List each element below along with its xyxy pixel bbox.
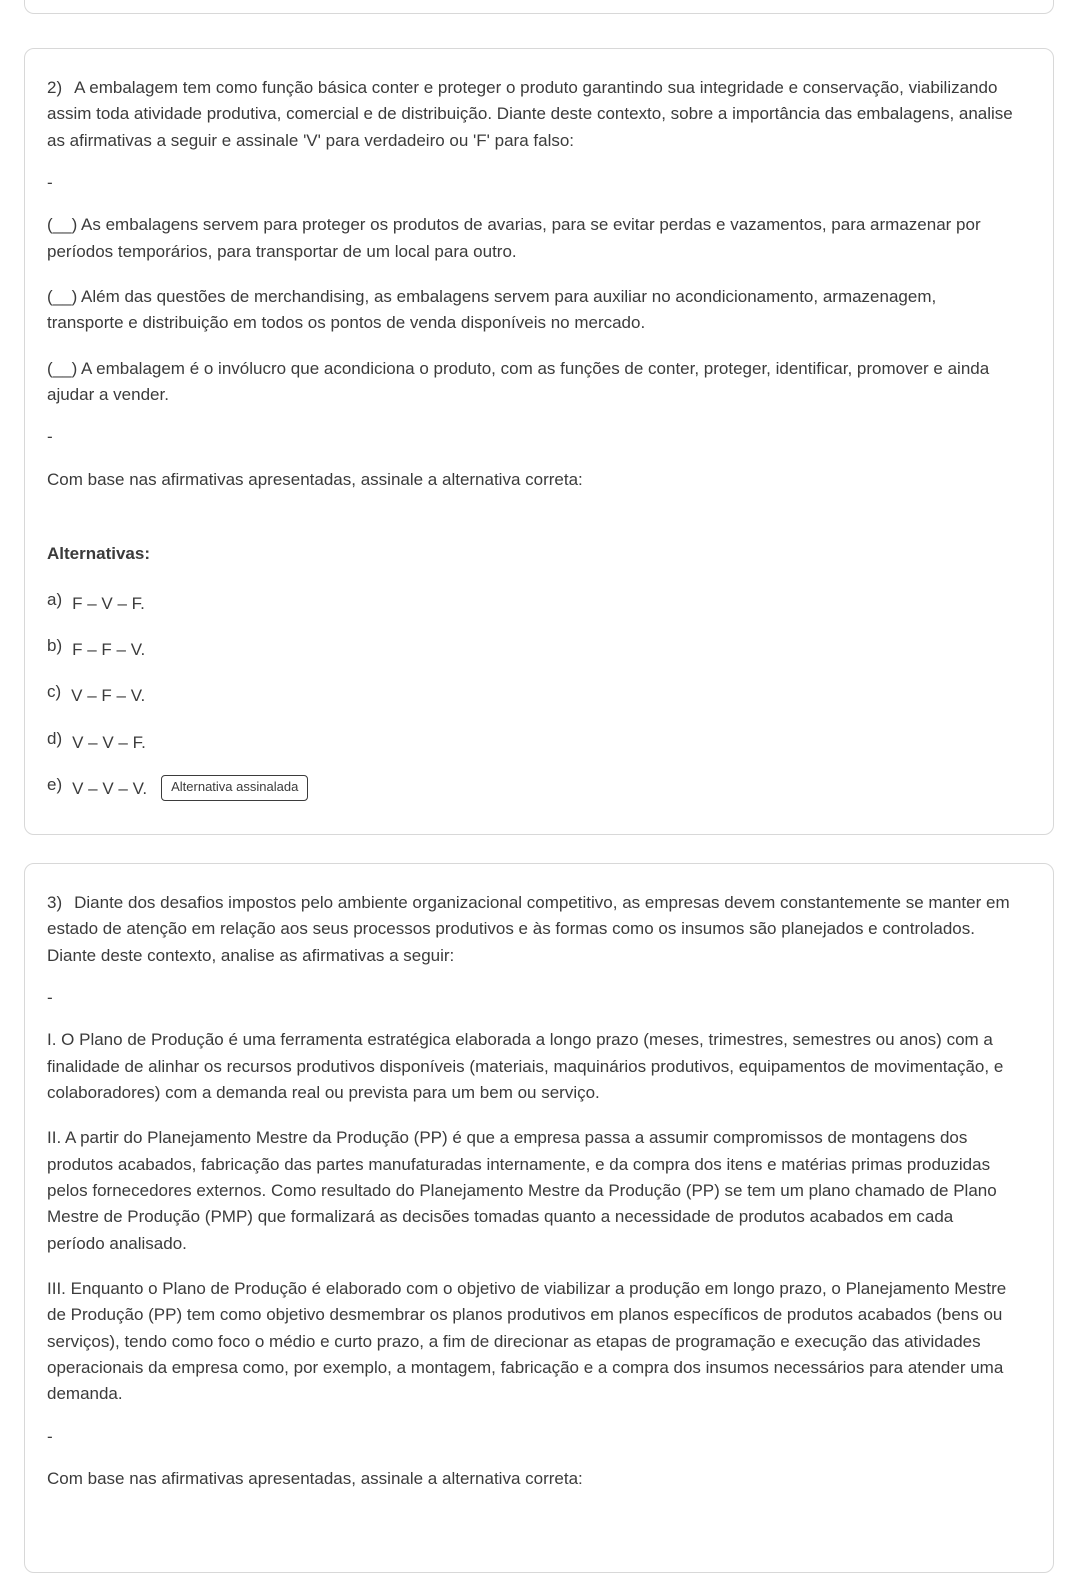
question-3-number: 3): [47, 892, 63, 912]
question-2-statement-2: (__) Além das questões de merchandising, as embalagens servem para auxiliar no acondicionamento, armazenagem, transporte e distribuição em todos os pontos de venda disponíveis no mercado.: [47, 287, 937, 333]
question-3-card: [24, 863, 1054, 1574]
alternative-row-e: [47, 772, 1013, 800]
alternative-letter: b): [47, 635, 63, 655]
question-2-statement-3: (__) A embalagem é o invólucro que acondiciona o produto, com as funções de conter, proteger, identificar, promover e ainda ajudar a vender.: [47, 358, 990, 405]
alternative-row-c: [47, 679, 1013, 705]
selected-answer-badge: Alternativa assinalada: [161, 775, 308, 801]
alternative-row-b: [47, 633, 1013, 659]
question-2-card: [24, 48, 1054, 835]
alternative-row-a: [47, 587, 1013, 613]
question-2-intro-text: A embalagem tem como função básica conter e proteger o produto garantindo sua integridade e conservação, viabilizando assim toda atividade produtiva, comercial e de distribuição. Diante deste contexto, sobre a importância das embalagens, analise as afirmativas a seguir e assinale 'V' para verdadeiro ou 'F' para falso:: [47, 78, 1013, 150]
alternative-row-d: [47, 726, 1013, 752]
question-2-number: 2): [47, 78, 63, 97]
question-2-intro-paragraph: [47, 75, 1013, 154]
alternative-text: V – F – V.: [71, 686, 146, 706]
alternative-text: F – F – V.: [72, 639, 146, 659]
question-3-intro-text: Diante dos desafios impostos pelo ambiente organizacional competitivo, as empresas devem constantemente se manter em estado de atenção em relação aos seus processos produtivos e às formas como os insumos são planejados e controlados. Diante deste contexto, analise as afirmativas a seguir:: [47, 892, 1010, 965]
separator: -: [47, 427, 53, 447]
alternative-letter: c): [47, 682, 62, 702]
question-3-statement-1: I. O Plano de Produção é uma ferramenta estratégica elaborada a longo prazo (meses, trimestres, semestres ou anos) com a finalidade de alinhar os recursos produtivos disponíveis (materiais, maquinários produtivos, equipamentos de movimentação, e colaboradores) com a demanda real ou prevista para um bem ou serviço.: [47, 1030, 1004, 1102]
question-2-statement-1: (__) As embalagens servem para proteger os produtos de avarias, para se evitar perdas e vazamentos, para armazenar por períodos temporários, para transportar de um local para outro.: [47, 215, 981, 261]
alternative-text: V – V – F.: [72, 732, 146, 752]
alternative-letter: e): [47, 774, 63, 794]
previous-card-bottom-edge: [24, 0, 1054, 14]
alternative-text: V – V – V.: [72, 778, 148, 798]
alternative-letter: a): [47, 589, 63, 609]
question-3-closing-instruction: Com base nas afirmativas apresentadas, assinale a alternativa correta:: [47, 1469, 583, 1489]
alternatives-title: Alternativas:: [47, 544, 150, 564]
alternative-text: F – V – F.: [72, 593, 145, 613]
question-2-closing-instruction: Com base nas afirmativas apresentadas, assinale a alternativa correta:: [47, 469, 583, 489]
question-3-intro-paragraph: [47, 890, 1013, 969]
question-3-statement-2: II. A partir do Planejamento Mestre da Produção (PP) é que a empresa passa a assumir compromissos de montagens dos produtos acabados, fabricação das partes manufaturadas internamente, e da compra dos itens e matérias primas produzidas pelos fornecedores externos. Como resultado do Planejamento Mestre da Produção (PP) se tem um plano chamado de Plano Mestre de Produção (PMP) que formalizará as decisões tomadas quanto a necessidade de produtos acabados em cada período analisado.: [47, 1128, 997, 1253]
question-3-statement-3: III. Enquanto o Plano de Produção é elaborado com o objetivo de viabilizar a produção em longo prazo, o Planejamento Mestre de Produção (PP) tem como objetivo desmembrar os planos produtivos em planos específicos de produtos acabados (bens ou serviços), tendo como foco o médio e curto prazo, a fim de direcionar as etapas de programação e execução das atividades operacionais da empresa como, por exemplo, a montagem, fabricação e a compra dos insumos necessários para atender uma demanda.: [47, 1279, 1007, 1404]
alternative-letter: d): [47, 728, 63, 748]
separator: -: [47, 1426, 53, 1446]
separator: -: [47, 987, 53, 1007]
separator: -: [47, 173, 53, 193]
